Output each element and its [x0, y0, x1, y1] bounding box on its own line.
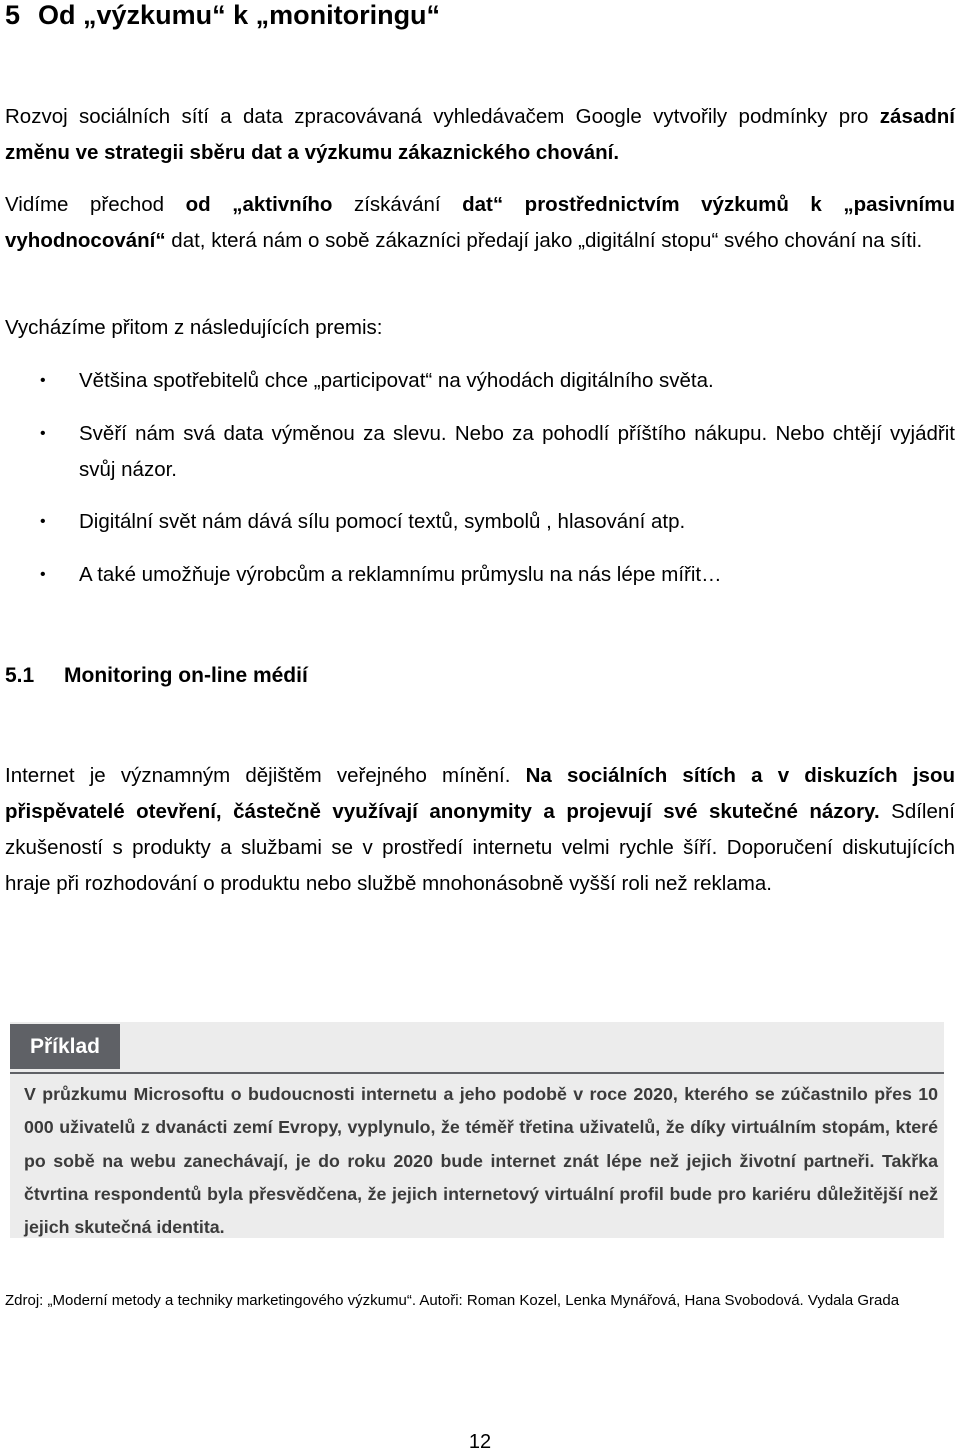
- transition-bold-3: prostřednictvím výzkumů k „pasivnímu vyhodnocování“: [5, 193, 955, 252]
- paragraph-transition: [5, 187, 955, 259]
- transition-bold-2: dat“: [462, 193, 504, 216]
- internet-bold-text: Na sociálních sítích a v diskuzích jsou přispěvatelé otevření, částečně využívají anonymity a projevují své skutečné názory.: [5, 764, 955, 823]
- example-divider: [10, 1072, 944, 1074]
- intro-text: Rozvoj sociálních sítí a data zpracovávaná vyhledávačem Google vytvořily podmínky pro: [5, 105, 880, 128]
- transition-bold-1: od „aktivního: [185, 193, 333, 216]
- transition-text-4: dat, která nám o sobě zákazníci předají jako „digitální stopu“ svého chování na síti.: [165, 229, 923, 252]
- paragraph-premises-intro: [5, 310, 955, 346]
- section-title: Monitoring on-line médií: [64, 664, 308, 687]
- list-item-text: A také umožňuje výrobcům a reklamnímu průmyslu na nás lépe mířit…: [79, 563, 722, 586]
- transition-text-1: Vidíme přechod: [5, 193, 186, 216]
- intro-bold-text: zásadní změnu ve strategii sběru dat a výzkumu zákaznického chování.: [5, 105, 955, 164]
- section-heading: [5, 658, 308, 694]
- list-item-text: Digitální svět nám dává sílu pomocí textů, symbolů , hlasování atp.: [79, 510, 686, 533]
- chapter-heading: [5, 0, 440, 31]
- example-text: V průzkumu Microsoftu o budoucnosti internetu a jeho podobě v roce 2020, kterého se zúčastnilo přes 10 000 uživatelů z dvanácti zemí Evropy, vyplynulo, že téměř třetina uživatelů, že díky virtuálním stopám, které po sobě na webu zanechávají, je do roku 2020 bude internet znát lépe než jejich životní partneři. Takřka čtvrtina respondentů byla přesvědčena, že jejich internetový virtuální profil bude pro kariéru důležitější než jejich skutečná identita.: [24, 1084, 938, 1238]
- transition-text-2: získávání: [332, 193, 463, 216]
- internet-text-1: Internet je významným dějištěm veřejného mínění.: [5, 764, 526, 787]
- example-box: [10, 1022, 944, 1238]
- list-item-text: Svěří nám svá data výměnou za slevu. Nebo za pohodlí příštího nákupu. Nebo chtějí vyjádřit svůj názor.: [79, 422, 955, 481]
- section-number: 5.1: [5, 664, 35, 687]
- bullet-icon: •: [40, 513, 46, 530]
- transition-text-3: [503, 193, 525, 216]
- example-label: Příklad: [10, 1024, 120, 1069]
- chapter-title: Od „výzkumu“ k „monitoringu“: [38, 0, 441, 30]
- bullet-icon: •: [40, 372, 46, 389]
- bullet-icon: •: [40, 425, 46, 442]
- paragraph-intro: [5, 99, 955, 171]
- internet-text-2: Sdílení zkušeností s produkty a službami se v prostředí internetu velmi rychle šíří. Doporučení diskutujících hraje při rozhodování o produktu nebo službě mnohonásobně vyšší roli než reklama.: [5, 800, 955, 895]
- chapter-number: 5: [5, 0, 21, 30]
- bullet-icon: •: [40, 566, 46, 583]
- premises-intro-text: Vycházíme přitom z následujících premis:: [5, 316, 383, 339]
- list-item-text: Většina spotřebitelů chce „participovat“ na výhodách digitálního světa.: [79, 369, 714, 392]
- page-number: 12: [468, 1431, 492, 1453]
- source-citation: Zdroj: „Moderní metody a techniky marketingového výzkumu“. Autoři: Roman Kozel, Lenka Mynářová, Hana Svobodová. Vydala Grada: [5, 1292, 900, 1309]
- paragraph-internet: [5, 758, 955, 902]
